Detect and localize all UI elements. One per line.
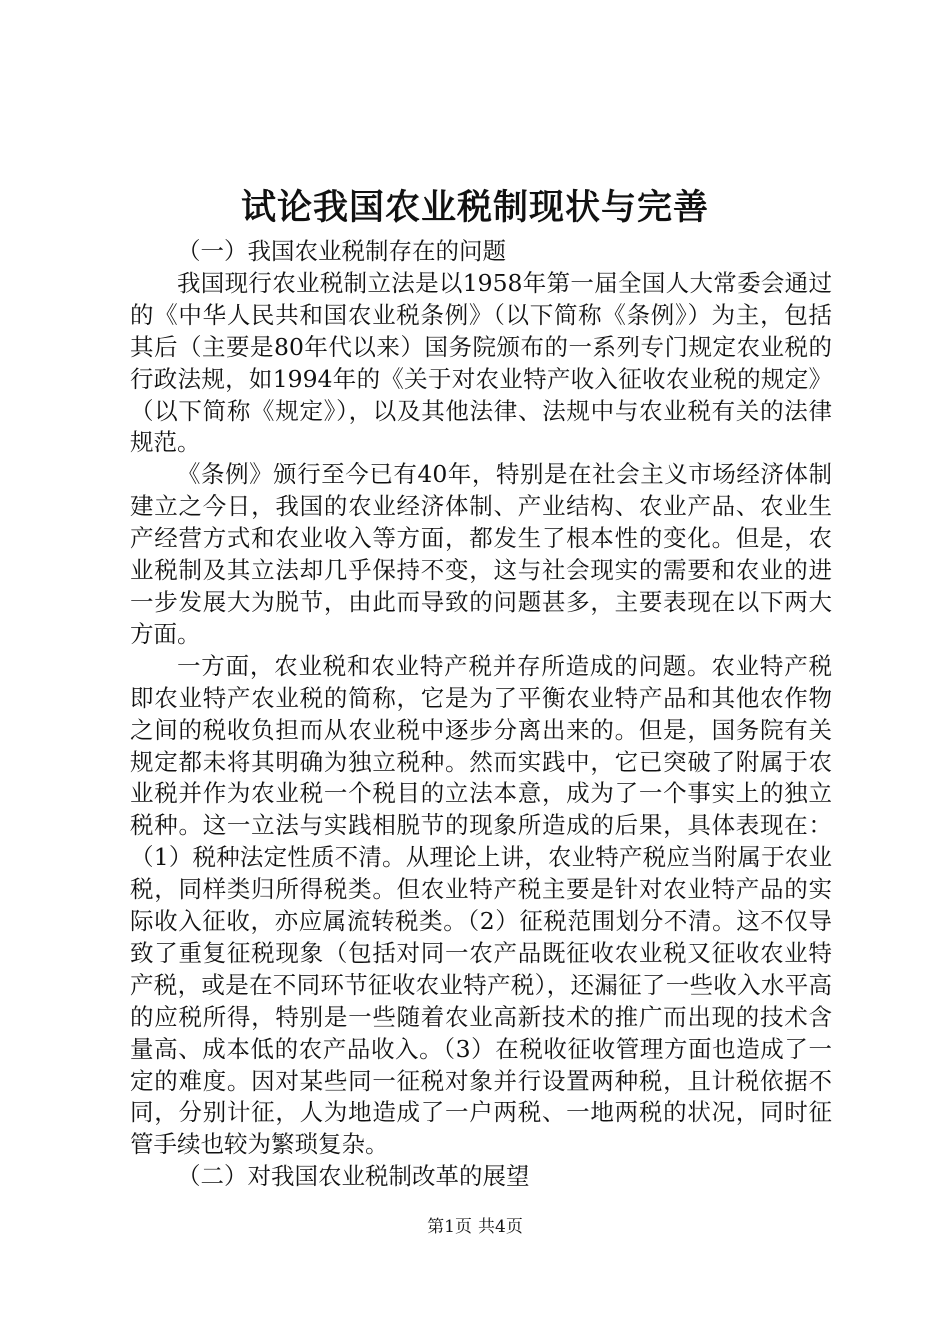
document-title: 试论我国农业税制现状与完善 xyxy=(240,187,709,228)
page-total: 共4页 xyxy=(478,1217,523,1237)
page-number: 第1页 xyxy=(427,1217,472,1237)
paragraph: 我国现行农业税制立法是以1958年第一届全国人大常委会通过的《中华人民共和国农业税条例》（以下简称《条例》）为主，包括其后（主要是80年代以来）国务院颁布的一系列专门规定农业税的行政法规，如1994年的《关于对农业特产收入征收农业税的规定》（以下简称《规定》），以及其他法律、法规中与农业税有关的法律规范。 xyxy=(130,268,832,457)
paragraph: 一方面，农业税和农业特产税并存所造成的问题。农业特产税即农业特产农业税的简称，它是为了平衡农业特产品和其他农作物之间的税收负担而从农业税中逐步分离出来的。但是，国务院有关规定都未将其明确为独立税种。然而实践中，它已突破了附属于农业税并作为农业税一个税目的立法本意，成为了一个事实上的独立税种。这一立法与实践相脱节的现象所造成的后果，具体表现在：（1）税种法定性质不清。从理论上讲，农业特产税应当附属于农业税，同样类归所得税类。但农业特产税主要是针对农业特产品的实际收入征收，亦应属流转税类。（2）征税范围划分不清。这不仅导致了重复征税现象（包括对同一农产品既征收农业税又征收农业特产税，或是在不同环节征收农业特产税），还漏征了一些收入水平高的应税所得，特别是一些随着农业高新技术的推广而出现的技术含量高、成本低的农产品收入。（3）在税收征收管理方面也造成了一定的难度。因对某些同一征税对象并行设置两种税，且计税依据不同，分别计征，人为地造成了一户两税、一地两税的状况，同时征管手续也较为繁琐复杂。 xyxy=(130,651,832,1159)
page-footer xyxy=(0,1215,950,1239)
section-heading: （一）我国农业税制存在的问题 xyxy=(177,237,506,265)
paragraph: 《条例》颁行至今已有40年，特别是在社会主义市场经济体制建立之今日，我国的农业经济体制、产业结构、农业产品、农业生产经营方式和农业收入等方面，都发生了根本性的变化。但是，农业税制及其立法却几乎保持不变，这与社会现实的需要和农业的进一步发展大为脱节，由此而导致的问题甚多，主要表现在以下两大方面。 xyxy=(130,460,832,648)
document-body xyxy=(130,236,832,1193)
section-heading: （二）对我国农业税制改革的展望 xyxy=(177,1162,530,1191)
